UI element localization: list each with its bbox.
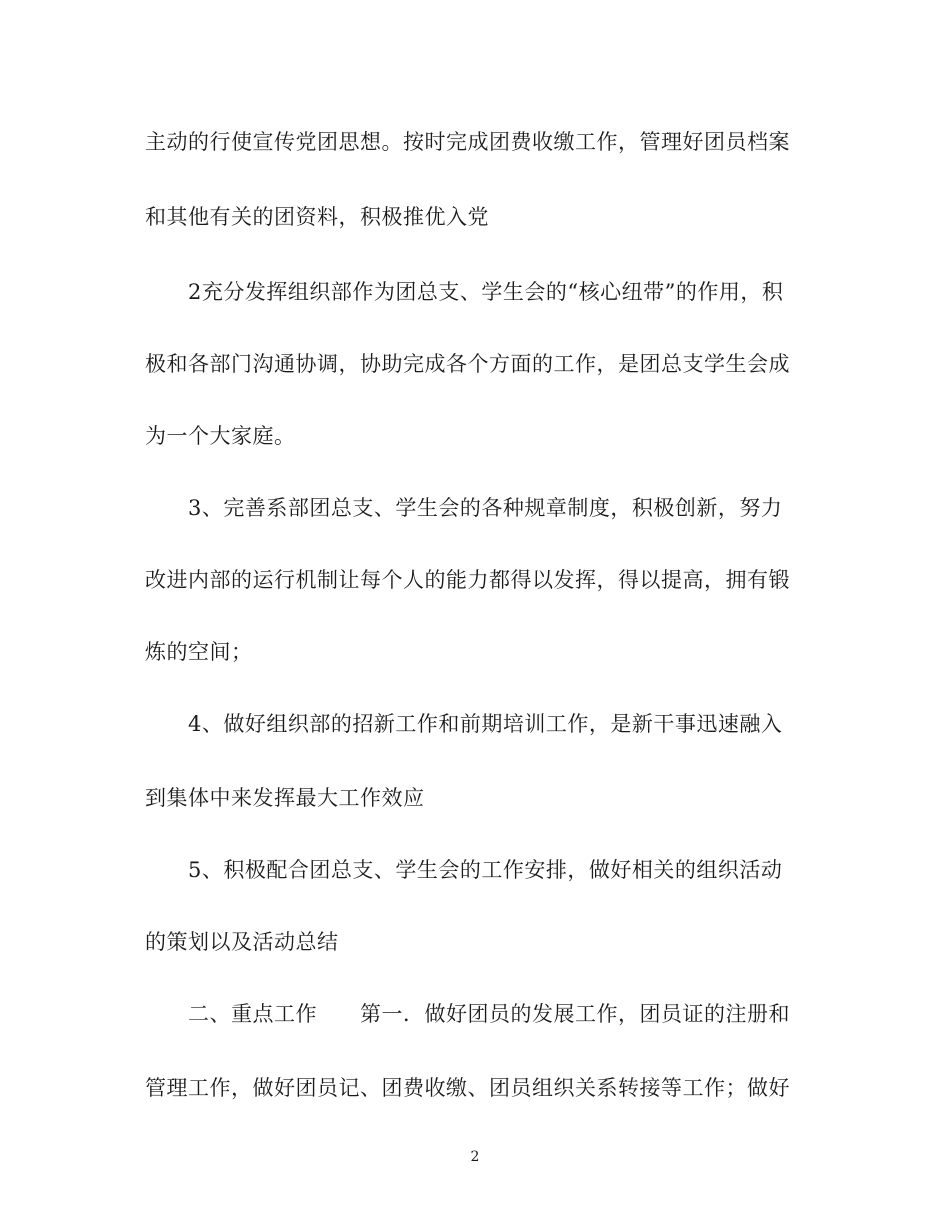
page-number: 2 (470, 1149, 480, 1165)
text-line: 和其他有关的团资料，积极推优入党 (145, 205, 489, 229)
section-heading-key-work: 二、重点工作 第一．做好团员的发展工作，团员证的注册和 (188, 1002, 790, 1026)
text-line: 管理工作，做好团员记、团费收缴、团员组织关系转接等工作；做好 (145, 1076, 790, 1100)
paragraph-4-start: 4、做好组织部的招新工作和前期培训工作，是新干事迅速融入 (188, 712, 783, 736)
text-line: 炼的空间； (145, 640, 253, 664)
text-line: 为一个大家庭。 (145, 424, 296, 448)
paragraph-3-start: 3、完善系部团总支、学生会的各种规章制度，积极创新，努力 (188, 496, 783, 520)
text-line: 主动的行使宣传党团思想。按时完成团费收缴工作，管理好团员档案 (145, 130, 790, 154)
text-line: 改进内部的运行机制让每个人的能力都得以发挥，得以提高，拥有锻 (145, 568, 790, 592)
text-line: 到集体中来发挥最大工作效应 (145, 786, 425, 810)
text-line: 极和各部门沟通协调，协助完成各个方面的工作，是团总支学生会成 (145, 352, 790, 376)
text-line: 的策划以及活动总结 (145, 930, 339, 954)
paragraph-2-start: 2充分发挥组织部作为团总支、学生会的“核心纽带”的作用，积 (188, 280, 784, 304)
paragraph-5-start: 5、积极配合团总支、学生会的工作安排，做好相关的组织活动 (188, 858, 783, 882)
